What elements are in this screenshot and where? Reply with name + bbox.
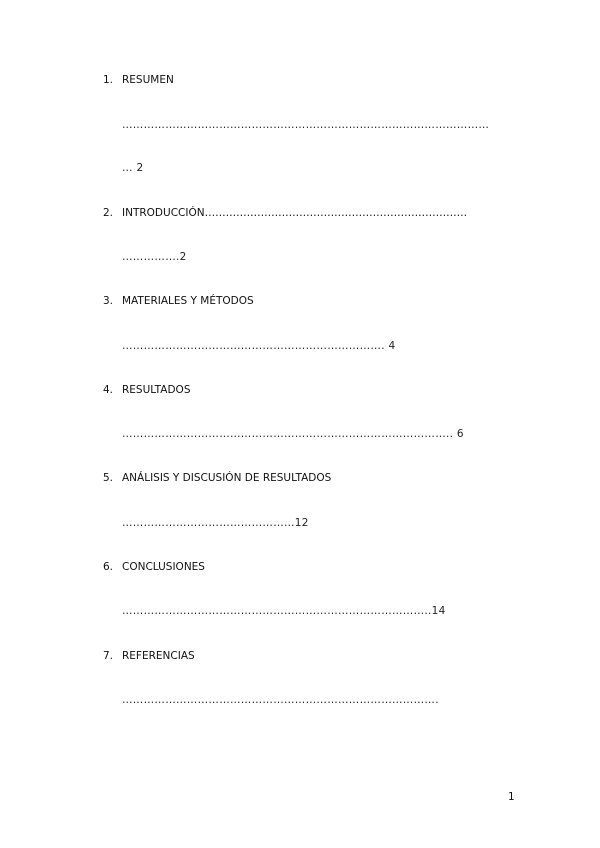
- toc-entry-number: 7.: [103, 650, 114, 662]
- toc-entry-title-text: INTRODUCCIÓN: [122, 207, 205, 219]
- toc-entry-title: CONCLUSIONES: [122, 561, 205, 573]
- toc-page-ref-text: …………………………………………………………………………..14: [122, 605, 446, 617]
- toc-entry-number: 4.: [103, 384, 114, 396]
- toc-entry-title: ANÁLISIS Y DISCUSIÓN DE RESULTADOS: [122, 472, 332, 484]
- toc-entry-title: RESULTADOS: [122, 384, 191, 396]
- toc-entry-number: 6.: [103, 561, 114, 573]
- toc-dot-leader-text: …………………………………………………………………………………………: [122, 119, 490, 131]
- page-number: 1: [508, 791, 515, 803]
- toc-dot-leader-text: …………………………………………………………………: [204, 207, 468, 219]
- toc-page-ref-text: …………………………………………12: [122, 517, 309, 529]
- toc-entry-number: 3.: [103, 295, 114, 307]
- toc-page-ref-text: … 2: [122, 162, 144, 174]
- toc-page-ref-text: ………………………………………………………………. 4: [122, 340, 396, 352]
- toc-entry-title: [122, 206, 467, 220]
- toc-entry-title: REFERENCIAS: [122, 650, 195, 662]
- toc-entry-number: 5.: [103, 472, 114, 484]
- toc-page-ref-text: ……………………………………………………………………………….. 6: [122, 428, 464, 440]
- toc-page-ref-text: …………….2: [122, 251, 187, 263]
- toc-entry-title: MATERIALES Y MÉTODOS: [122, 295, 254, 307]
- toc-entry-title: RESUMEN: [122, 74, 174, 86]
- toc-entry-number: 1.: [103, 74, 114, 86]
- toc-entry-number: 2.: [103, 207, 114, 219]
- toc-dot-leader-text: …………………………………………………………………………….: [122, 694, 439, 706]
